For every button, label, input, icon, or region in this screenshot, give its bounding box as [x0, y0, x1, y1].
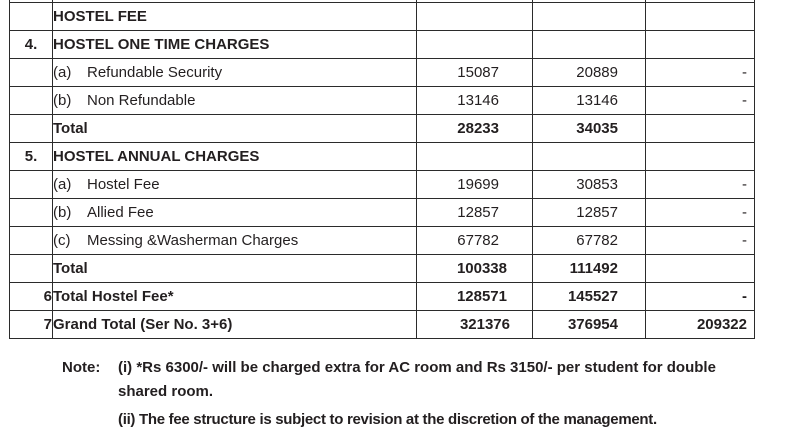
value-cell: -	[646, 227, 755, 255]
table-row	[10, 87, 755, 115]
total-label: Total Hostel Fee*	[53, 283, 417, 311]
value-cell	[417, 143, 533, 171]
value-cell: 12857	[533, 199, 646, 227]
table-row	[10, 227, 755, 255]
sub-item-label: Allied Fee	[87, 204, 154, 221]
note-label: Note:	[62, 359, 101, 376]
value-cell: 12857	[417, 199, 533, 227]
table-row	[10, 199, 755, 227]
sub-item-label: Refundable Security	[87, 64, 223, 81]
value-cell: -	[646, 199, 755, 227]
value-cell: -	[646, 171, 755, 199]
section-heading: HOSTEL ANNUAL CHARGES	[53, 143, 417, 171]
sub-item-letter: (a)	[53, 176, 72, 193]
ser-no-cell	[10, 59, 53, 87]
fee-notes	[62, 356, 758, 428]
ser-no-cell	[10, 87, 53, 115]
value-cell: 111492	[533, 255, 646, 283]
description-cell	[53, 227, 417, 255]
section-heading: HOSTEL FEE	[53, 3, 417, 31]
value-cell: -	[646, 283, 755, 311]
hostel-fee-table	[9, 0, 755, 339]
ser-no-cell	[10, 199, 53, 227]
value-cell: 67782	[417, 227, 533, 255]
value-cell: 15087	[417, 59, 533, 87]
value-cell: 19699	[417, 171, 533, 199]
table-row	[10, 171, 755, 199]
ser-no-cell	[10, 255, 53, 283]
value-cell	[417, 3, 533, 31]
value-cell	[646, 143, 755, 171]
description-cell	[53, 87, 417, 115]
value-cell	[646, 255, 755, 283]
value-cell: -	[646, 59, 755, 87]
note-item-2: (ii) The fee structure is subject to revision at the discretion of the management.	[118, 411, 657, 428]
grand-total-label: Grand Total (Ser No. 3+6)	[53, 311, 417, 339]
value-cell: 20889	[533, 59, 646, 87]
value-cell: -	[646, 87, 755, 115]
description-cell	[53, 59, 417, 87]
table-row	[10, 59, 755, 87]
ser-no-cell: 7	[10, 311, 53, 339]
value-cell: 34035	[533, 115, 646, 143]
sub-item-letter: (b)	[53, 204, 72, 221]
value-cell: 321376	[417, 311, 533, 339]
value-cell	[533, 31, 646, 59]
total-label: Total	[53, 255, 417, 283]
sub-item-label: Hostel Fee	[87, 176, 160, 193]
ser-no-cell	[10, 171, 53, 199]
value-cell	[646, 115, 755, 143]
section-heading: HOSTEL ONE TIME CHARGES	[53, 31, 417, 59]
value-cell: 13146	[417, 87, 533, 115]
value-cell: 28233	[417, 115, 533, 143]
sub-item-letter: (a)	[53, 64, 72, 81]
value-cell	[533, 143, 646, 171]
value-cell: 30853	[533, 171, 646, 199]
description-cell	[53, 199, 417, 227]
table-row-annual-heading	[10, 143, 755, 171]
table-row-grand-total	[10, 311, 755, 339]
ser-no-cell: 6	[10, 283, 53, 311]
ser-no-cell: 5.	[10, 143, 53, 171]
value-cell: 145527	[533, 283, 646, 311]
value-cell: 209322	[646, 311, 755, 339]
sub-item-label: Non Refundable	[87, 92, 196, 109]
table-row-total	[10, 115, 755, 143]
note-item-1: (i) *Rs 6300/- will be charged extra for AC room and Rs 3150/- per student for double shared room.	[118, 359, 716, 400]
sub-item-label: Messing &Washerman Charges	[87, 232, 299, 249]
total-label: Total	[53, 115, 417, 143]
sub-item-letter: (b)	[53, 92, 72, 109]
value-cell	[646, 31, 755, 59]
value-cell: 67782	[533, 227, 646, 255]
table-row-hostel-fee-heading	[10, 3, 755, 31]
ser-no-cell	[10, 227, 53, 255]
value-cell: 13146	[533, 87, 646, 115]
description-cell	[53, 171, 417, 199]
value-cell: 376954	[533, 311, 646, 339]
value-cell	[417, 31, 533, 59]
value-cell	[646, 3, 755, 31]
ser-no-cell	[10, 3, 53, 31]
value-cell: 100338	[417, 255, 533, 283]
table-row-total	[10, 255, 755, 283]
table-row-total-hostel-fee	[10, 283, 755, 311]
ser-no-cell	[10, 115, 53, 143]
sub-item-letter: (c)	[53, 232, 71, 249]
value-cell: 128571	[417, 283, 533, 311]
ser-no-cell: 4.	[10, 31, 53, 59]
value-cell	[533, 3, 646, 31]
table-row-one-time-heading	[10, 31, 755, 59]
